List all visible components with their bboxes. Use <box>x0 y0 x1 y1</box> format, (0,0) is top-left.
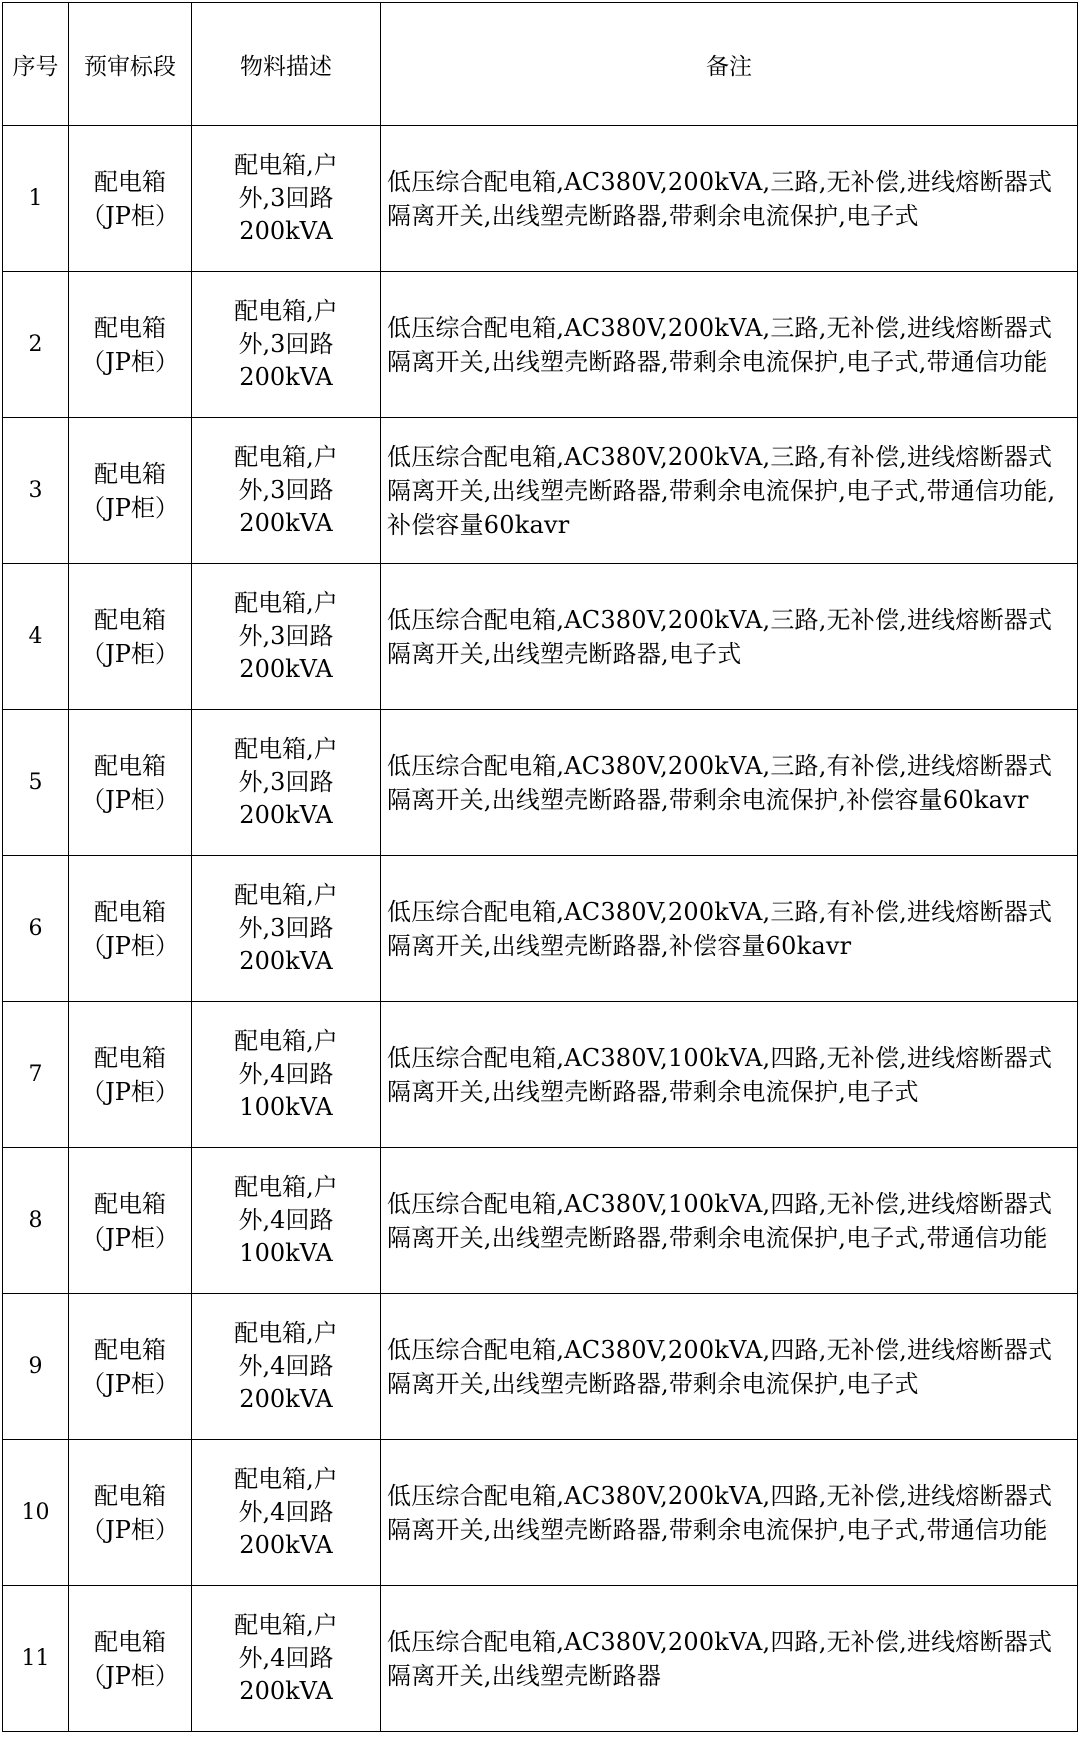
row-section <box>69 564 192 710</box>
description-line: 200kVA <box>239 655 333 683</box>
header-note: 备注 <box>381 3 1078 126</box>
row-section <box>69 710 192 856</box>
header-description: 物料描述 <box>192 3 381 126</box>
description-line: 外,3回路 <box>238 476 334 504</box>
row-description <box>192 126 381 272</box>
description-line: 100kVA <box>239 1239 333 1267</box>
description-line: 200kVA <box>239 363 333 391</box>
row-description <box>192 1148 381 1294</box>
section-line: 配电箱 <box>94 1189 166 1218</box>
description-line: 200kVA <box>239 217 333 245</box>
row-description <box>192 272 381 418</box>
description-line: 200kVA <box>239 1531 333 1559</box>
row-section <box>69 126 192 272</box>
row-description <box>192 710 381 856</box>
description-line: 配电箱,户 <box>234 1319 338 1347</box>
row-index: 11 <box>3 1586 69 1732</box>
description-line: 配电箱,户 <box>234 151 338 179</box>
row-description <box>192 564 381 710</box>
row-note: 低压综合配电箱,AC380V,200kVA,四路,无补偿,进线熔断器式隔离开关,出线塑壳断路器,带剩余电流保护,电子式,带通信功能 <box>381 1440 1078 1586</box>
row-index: 7 <box>3 1002 69 1148</box>
row-note: 低压综合配电箱,AC380V,200kVA,三路,有补偿,进线熔断器式隔离开关,出线塑壳断路器,带剩余电流保护,补偿容量60kavr <box>381 710 1078 856</box>
section-line: 配电箱 <box>94 1481 166 1510</box>
description-line: 配电箱,户 <box>234 1611 338 1639</box>
description-line: 配电箱,户 <box>234 1027 338 1055</box>
description-line: 200kVA <box>239 509 333 537</box>
row-index: 9 <box>3 1294 69 1440</box>
row-index: 10 <box>3 1440 69 1586</box>
table-row <box>3 1148 1078 1294</box>
table-header <box>3 3 1078 126</box>
row-description <box>192 1586 381 1732</box>
description-line: 外,3回路 <box>238 622 334 650</box>
table-row <box>3 1294 1078 1440</box>
row-index: 8 <box>3 1148 69 1294</box>
table-row <box>3 126 1078 272</box>
table-row <box>3 564 1078 710</box>
description-line: 外,4回路 <box>238 1206 334 1234</box>
row-description <box>192 418 381 564</box>
description-line: 配电箱,户 <box>234 297 338 325</box>
header-index: 序号 <box>3 3 69 126</box>
row-index: 5 <box>3 710 69 856</box>
description-line: 配电箱,户 <box>234 1173 338 1201</box>
section-line: 配电箱 <box>94 1335 166 1364</box>
section-line: （JP柜） <box>81 1661 179 1690</box>
row-note: 低压综合配电箱,AC380V,200kVA,三路,有补偿,进线熔断器式隔离开关,出线塑壳断路器,带剩余电流保护,电子式,带通信功能,补偿容量60kavr <box>381 418 1078 564</box>
section-line: 配电箱 <box>94 313 166 342</box>
row-description <box>192 1002 381 1148</box>
description-line: 200kVA <box>239 947 333 975</box>
row-note: 低压综合配电箱,AC380V,200kVA,三路,无补偿,进线熔断器式隔离开关,出线塑壳断路器,带剩余电流保护,电子式,带通信功能 <box>381 272 1078 418</box>
row-index: 1 <box>3 126 69 272</box>
section-line: （JP柜） <box>81 201 179 230</box>
section-line: （JP柜） <box>81 1223 179 1252</box>
section-line: 配电箱 <box>94 459 166 488</box>
description-line: 200kVA <box>239 1677 333 1705</box>
row-note: 低压综合配电箱,AC380V,100kVA,四路,无补偿,进线熔断器式隔离开关,出线塑壳断路器,带剩余电流保护,电子式,带通信功能 <box>381 1148 1078 1294</box>
section-line: （JP柜） <box>81 785 179 814</box>
row-section <box>69 418 192 564</box>
section-line: （JP柜） <box>81 931 179 960</box>
description-line: 配电箱,户 <box>234 735 338 763</box>
description-line: 外,4回路 <box>238 1644 334 1672</box>
description-line: 外,4回路 <box>238 1352 334 1380</box>
row-index: 4 <box>3 564 69 710</box>
table-row <box>3 856 1078 1002</box>
row-note: 低压综合配电箱,AC380V,200kVA,四路,无补偿,进线熔断器式隔离开关,出线塑壳断路器 <box>381 1586 1078 1732</box>
section-line: （JP柜） <box>81 1515 179 1544</box>
description-line: 200kVA <box>239 1385 333 1413</box>
row-section <box>69 272 192 418</box>
row-note: 低压综合配电箱,AC380V,100kVA,四路,无补偿,进线熔断器式隔离开关,出线塑壳断路器,带剩余电流保护,电子式 <box>381 1002 1078 1148</box>
header-row <box>3 3 1078 126</box>
header-section: 预审标段 <box>69 3 192 126</box>
row-description <box>192 1294 381 1440</box>
section-line: 配电箱 <box>94 1627 166 1656</box>
section-line: （JP柜） <box>81 1077 179 1106</box>
description-line: 配电箱,户 <box>234 1465 338 1493</box>
row-description <box>192 856 381 1002</box>
description-line: 外,3回路 <box>238 184 334 212</box>
row-section <box>69 856 192 1002</box>
section-line: （JP柜） <box>81 493 179 522</box>
row-section <box>69 1440 192 1586</box>
description-line: 外,3回路 <box>238 914 334 942</box>
description-line: 外,3回路 <box>238 768 334 796</box>
description-line: 200kVA <box>239 801 333 829</box>
row-section <box>69 1586 192 1732</box>
row-note: 低压综合配电箱,AC380V,200kVA,三路,无补偿,进线熔断器式隔离开关,出线塑壳断路器,电子式 <box>381 564 1078 710</box>
table-body <box>3 126 1078 1732</box>
section-line: （JP柜） <box>81 1369 179 1398</box>
material-spec-table <box>2 2 1078 1732</box>
row-note: 低压综合配电箱,AC380V,200kVA,四路,无补偿,进线熔断器式隔离开关,出线塑壳断路器,带剩余电流保护,电子式 <box>381 1294 1078 1440</box>
description-line: 配电箱,户 <box>234 881 338 909</box>
section-line: 配电箱 <box>94 605 166 634</box>
description-line: 外,4回路 <box>238 1498 334 1526</box>
table-row <box>3 272 1078 418</box>
row-index: 2 <box>3 272 69 418</box>
row-index: 3 <box>3 418 69 564</box>
section-line: 配电箱 <box>94 1043 166 1072</box>
table-row <box>3 1002 1078 1148</box>
row-section <box>69 1148 192 1294</box>
section-line: 配电箱 <box>94 167 166 196</box>
description-line: 外,4回路 <box>238 1060 334 1088</box>
row-note: 低压综合配电箱,AC380V,200kVA,三路,有补偿,进线熔断器式隔离开关,出线塑壳断路器,补偿容量60kavr <box>381 856 1078 1002</box>
section-line: 配电箱 <box>94 751 166 780</box>
section-line: （JP柜） <box>81 347 179 376</box>
row-section <box>69 1294 192 1440</box>
section-line: 配电箱 <box>94 897 166 926</box>
description-line: 外,3回路 <box>238 330 334 358</box>
row-note: 低压综合配电箱,AC380V,200kVA,三路,无补偿,进线熔断器式隔离开关,出线塑壳断路器,带剩余电流保护,电子式 <box>381 126 1078 272</box>
table-row <box>3 418 1078 564</box>
table-row <box>3 710 1078 856</box>
row-index: 6 <box>3 856 69 1002</box>
row-section <box>69 1002 192 1148</box>
description-line: 配电箱,户 <box>234 589 338 617</box>
description-line: 配电箱,户 <box>234 443 338 471</box>
row-description <box>192 1440 381 1586</box>
section-line: （JP柜） <box>81 639 179 668</box>
table-row <box>3 1586 1078 1732</box>
description-line: 100kVA <box>239 1093 333 1121</box>
table-row <box>3 1440 1078 1586</box>
